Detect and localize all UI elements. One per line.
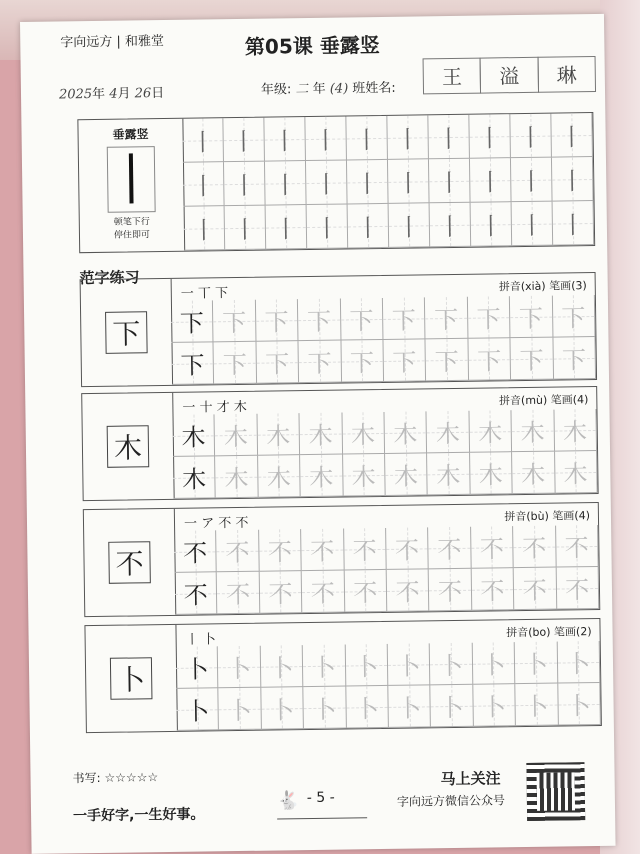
- trace-cell[interactable]: [425, 297, 468, 340]
- trace-cell[interactable]: [471, 526, 514, 569]
- stroke-cell[interactable]: [428, 115, 470, 160]
- practice-char: 木: [223, 422, 249, 452]
- pinyin-strokes: 拼音(bo) 笔画(2): [506, 625, 592, 640]
- practice-char: 下: [477, 347, 502, 376]
- practice-char: 下: [349, 307, 374, 336]
- practice-char: 卜: [269, 654, 294, 683]
- stroke-glyph: 丨: [478, 168, 503, 197]
- practice-char: 不: [394, 536, 420, 565]
- stroke-cell[interactable]: [225, 206, 267, 251]
- trace-cell[interactable]: [429, 569, 472, 612]
- stroke-glyph: 丨: [191, 216, 217, 245]
- stroke-cell[interactable]: [305, 116, 347, 161]
- practice-char: 下: [434, 305, 459, 335]
- practice-row: [171, 295, 596, 343]
- practice-char: 下: [476, 305, 501, 334]
- example-cell[interactable]: [176, 688, 219, 731]
- practice-char: 木: [393, 420, 418, 449]
- practice-char: 下: [434, 347, 460, 377]
- trace-cell[interactable]: [215, 414, 258, 457]
- practice-char: 不: [310, 579, 336, 608]
- practice-char: 卜: [438, 651, 464, 681]
- practice-row: [173, 409, 598, 457]
- trace-cell[interactable]: [386, 527, 429, 570]
- stroke-glyph: 丨: [314, 214, 340, 243]
- practice-char: 卜: [439, 693, 464, 723]
- stroke-cell[interactable]: [510, 114, 552, 159]
- motto: 一手好字,一生好事。: [72, 806, 205, 825]
- practice-char: 卜: [481, 693, 507, 722]
- practice-char: 不: [480, 577, 505, 606]
- practice-char: 卜: [396, 652, 421, 681]
- class-name-label: 班姓名:: [352, 80, 396, 97]
- practice-grid: [171, 295, 596, 385]
- practice-char: 卜: [185, 697, 210, 726]
- practice-char: 下: [518, 304, 544, 334]
- practice-char: 卜: [227, 696, 252, 726]
- stroke-desc-2: 停住即可: [113, 230, 151, 241]
- practice-char: 木: [351, 463, 376, 492]
- model-char-frame: [84, 509, 176, 616]
- practice-char: 不: [310, 537, 335, 566]
- practice-row: [175, 567, 600, 615]
- stroke-cell[interactable]: [469, 114, 511, 159]
- stroke-glyph: 丨: [231, 127, 256, 157]
- practice-char: 下: [222, 308, 247, 338]
- practice-char: 不: [522, 576, 547, 606]
- stroke-cell[interactable]: [389, 203, 431, 248]
- practice-char: 卜: [481, 651, 506, 680]
- stroke-practice-block: [77, 112, 595, 253]
- model-char-frame: [82, 393, 174, 500]
- trace-cell[interactable]: [342, 412, 385, 455]
- stroke-cell[interactable]: [223, 118, 265, 163]
- trace-cell[interactable]: [303, 645, 346, 688]
- practice-char: 不: [182, 539, 208, 568]
- trace-cell[interactable]: [428, 527, 471, 570]
- stroke-glyph: 丨: [273, 215, 299, 244]
- trace-cell[interactable]: [345, 644, 388, 687]
- practice-char: 下: [561, 304, 586, 333]
- trace-cell[interactable]: [431, 685, 474, 728]
- model-char: 下: [105, 311, 148, 354]
- practice-char: 木: [266, 422, 291, 451]
- stroke-cell[interactable]: [183, 162, 225, 207]
- grade-value: 二: [295, 81, 309, 98]
- trace-cell[interactable]: [259, 529, 302, 572]
- practice-grid: [176, 641, 601, 731]
- trace-cell[interactable]: [510, 296, 553, 339]
- practice-char: 下: [349, 349, 375, 378]
- practice-char: 不: [479, 535, 505, 564]
- trace-cell[interactable]: [557, 641, 600, 684]
- trace-cell[interactable]: [259, 571, 302, 614]
- trace-cell[interactable]: [214, 342, 257, 385]
- trace-cell[interactable]: [256, 341, 299, 384]
- trace-cell[interactable]: [470, 452, 513, 495]
- trace-cell[interactable]: [430, 643, 473, 686]
- stroke-grid: [182, 113, 594, 251]
- trace-cell[interactable]: [515, 642, 558, 685]
- stroke-example: [78, 119, 185, 252]
- trace-cell[interactable]: [344, 570, 387, 613]
- practice-row: [174, 525, 599, 573]
- practice-char: 下: [306, 307, 332, 337]
- stroke-cell[interactable]: [307, 204, 349, 249]
- date-month: 4: [109, 86, 118, 102]
- practice-char: 下: [222, 350, 248, 380]
- practice-char: 卜: [354, 695, 380, 724]
- trace-cell[interactable]: [555, 451, 598, 494]
- example-cell[interactable]: [174, 530, 217, 573]
- stroke-cell[interactable]: [471, 202, 513, 247]
- stroke-glyph: 丨: [559, 123, 584, 152]
- practice-row: [176, 641, 601, 689]
- character-block: [80, 272, 597, 387]
- student-name-box: [423, 56, 595, 94]
- practice-char: 卜: [312, 695, 337, 724]
- pinyin-strokes: 拼音(mù) 笔画(4): [498, 393, 589, 408]
- stroke-order: 一 丅 下: [180, 286, 229, 302]
- trace-cell[interactable]: [385, 453, 428, 496]
- practice-char: 下: [264, 308, 289, 337]
- trace-cell[interactable]: [387, 569, 430, 612]
- stroke-glyph: 丨: [314, 170, 339, 199]
- trace-cell[interactable]: [512, 452, 555, 495]
- trace-cell[interactable]: [553, 337, 596, 380]
- trace-cell[interactable]: [300, 413, 343, 456]
- trace-cell[interactable]: [299, 341, 342, 384]
- date-day: 26: [134, 86, 152, 102]
- practice-char: 木: [350, 421, 376, 450]
- stroke-glyph: 丨: [191, 172, 216, 201]
- practice-char: 不: [395, 578, 420, 607]
- trace-cell[interactable]: [261, 645, 304, 688]
- trace-cell[interactable]: [301, 529, 344, 572]
- practice-char: 木: [309, 463, 334, 493]
- stroke-cell[interactable]: [265, 161, 307, 206]
- stroke-glyph: 丨: [273, 171, 298, 200]
- character-block: [84, 618, 601, 733]
- stroke-diagram: [107, 146, 156, 213]
- practice-char: 不: [522, 534, 547, 564]
- trace-cell[interactable]: [257, 413, 300, 456]
- practice-char: 木: [562, 418, 588, 447]
- trace-cell[interactable]: [468, 338, 511, 381]
- grade-suffix: 年: [312, 81, 326, 97]
- stroke-glyph: 丨: [478, 212, 504, 241]
- trace-cell[interactable]: [514, 568, 557, 611]
- trace-cell[interactable]: [215, 456, 258, 499]
- practice-char: 木: [224, 464, 249, 494]
- practice-char: 不: [564, 576, 590, 605]
- stroke-cell[interactable]: [266, 205, 308, 250]
- name-char: 琳: [537, 56, 596, 93]
- stroke-name: 垂露竖: [112, 127, 149, 142]
- brand-logo-text: 字向远方 | 和雅堂: [60, 33, 165, 51]
- stroke-glyph: 丨: [437, 212, 463, 242]
- pinyin-strokes: 拼音(xià) 笔画(3): [498, 279, 587, 294]
- example-cell[interactable]: [175, 572, 218, 615]
- trace-cell[interactable]: [383, 297, 426, 340]
- practice-char: 不: [267, 538, 293, 567]
- stroke-grid-row: [182, 113, 593, 163]
- stroke-glyph: 丨: [232, 171, 257, 201]
- model-char-frame: [85, 625, 177, 732]
- trace-cell[interactable]: [384, 411, 427, 454]
- stroke-cell[interactable]: [470, 158, 512, 203]
- example-cell[interactable]: [176, 646, 219, 689]
- stroke-cell[interactable]: [511, 158, 553, 203]
- model-char: 木: [107, 425, 150, 468]
- practice-char: 不: [437, 577, 463, 607]
- stroke-cell[interactable]: [553, 201, 595, 246]
- practice-char: 下: [307, 349, 332, 379]
- stroke-cell[interactable]: [512, 202, 554, 247]
- trace-cell[interactable]: [261, 687, 304, 730]
- trace-cell[interactable]: [343, 454, 386, 497]
- practice-char: 不: [353, 579, 378, 608]
- practice-char: 木: [478, 419, 503, 448]
- rating-label: 书写: ☆☆☆☆☆: [72, 770, 159, 786]
- trace-cell[interactable]: [298, 299, 341, 342]
- model-char: 卜: [110, 657, 153, 700]
- practice-char: 木: [520, 460, 546, 490]
- trace-cell[interactable]: [302, 571, 345, 614]
- practice-char: 下: [519, 346, 544, 376]
- stroke-cell[interactable]: [551, 113, 593, 158]
- trace-cell[interactable]: [558, 683, 601, 726]
- practice-char: 卜: [524, 692, 549, 722]
- follow-sub: 字向远方微信公众号: [396, 793, 506, 809]
- trace-cell[interactable]: [556, 525, 599, 568]
- practice-row: [171, 337, 596, 385]
- practice-char: 卜: [354, 653, 379, 682]
- trace-cell[interactable]: [388, 685, 431, 728]
- stroke-glyph: 丨: [436, 124, 461, 154]
- stroke-glyph: 丨: [477, 124, 502, 153]
- trace-cell[interactable]: [217, 530, 260, 573]
- qr-code-icon: [526, 762, 585, 821]
- grade-class-line: [261, 77, 396, 98]
- trace-cell[interactable]: [473, 684, 516, 727]
- stroke-order: 丨 卜: [185, 632, 216, 648]
- trace-cell[interactable]: [219, 688, 262, 731]
- practice-char: 卜: [311, 653, 337, 682]
- stroke-cell[interactable]: [552, 157, 594, 202]
- practice-char: 不: [225, 580, 251, 610]
- stroke-cell[interactable]: [182, 118, 224, 163]
- practice-heading: 范字练习: [79, 268, 140, 288]
- practice-char: 下: [391, 306, 417, 335]
- stroke-glyph: 丨: [560, 167, 585, 196]
- stroke-glyph: 丨: [395, 125, 420, 154]
- stroke-glyph: 丨: [560, 211, 586, 240]
- stroke-order: 一 十 才 木: [182, 399, 247, 416]
- stroke-order: 一 ア 不 不: [183, 515, 249, 532]
- trace-cell[interactable]: [468, 296, 511, 339]
- stroke-grid-row: [183, 157, 594, 207]
- stroke-glyph: 丨: [272, 127, 297, 156]
- date-month-suffix: 月: [117, 86, 131, 102]
- stroke-cell[interactable]: [184, 206, 226, 251]
- stroke-cell[interactable]: [224, 162, 266, 207]
- pinyin-strokes: 拼音(bù) 笔画(4): [504, 509, 591, 524]
- practice-char: 卜: [397, 694, 422, 723]
- trace-cell[interactable]: [513, 526, 556, 569]
- example-cell[interactable]: [171, 342, 214, 385]
- class-value: (4): [329, 81, 349, 97]
- trace-cell[interactable]: [511, 338, 554, 381]
- trace-cell[interactable]: [344, 528, 387, 571]
- trace-cell[interactable]: [472, 642, 515, 685]
- trace-cell[interactable]: [554, 409, 597, 452]
- practice-char: 卜: [184, 655, 209, 684]
- trace-cell[interactable]: [256, 299, 299, 342]
- trace-cell[interactable]: [300, 455, 343, 498]
- stroke-glyph: 丨: [232, 215, 258, 245]
- practice-char: 下: [392, 348, 417, 377]
- practice-char: 木: [563, 460, 588, 489]
- practice-row: [176, 683, 601, 731]
- practice-char: 不: [564, 534, 589, 563]
- example-cell[interactable]: [171, 300, 214, 343]
- trace-cell[interactable]: [512, 410, 555, 453]
- stroke-cell[interactable]: [388, 159, 430, 204]
- date-day-suffix: 日: [151, 85, 165, 102]
- stroke-glyph: 丨: [519, 167, 544, 197]
- practice-char: 卜: [269, 696, 295, 725]
- stroke-cell[interactable]: [430, 203, 472, 248]
- trace-cell[interactable]: [388, 643, 431, 686]
- trace-cell[interactable]: [552, 295, 595, 338]
- practice-grid: [174, 525, 599, 615]
- stroke-desc-1: 顿笔下行: [113, 217, 150, 228]
- trace-cell[interactable]: [340, 298, 383, 341]
- lesson-title: 第05课 垂露竖: [244, 32, 380, 59]
- practice-char: 下: [179, 309, 205, 338]
- practice-char: 不: [183, 581, 208, 610]
- trace-cell[interactable]: [556, 567, 599, 610]
- stroke-glyph: 丨: [354, 126, 379, 155]
- trace-cell[interactable]: [303, 687, 346, 730]
- trace-cell[interactable]: [427, 411, 470, 454]
- practice-char: 下: [180, 351, 205, 380]
- page-number: - 5 -: [306, 789, 335, 807]
- practice-char: 卜: [226, 654, 252, 684]
- stroke-glyph: 丨: [355, 213, 381, 243]
- character-block: [83, 502, 600, 617]
- practice-char: 木: [393, 462, 419, 491]
- practice-char: 木: [266, 464, 292, 493]
- practice-char: 不: [437, 535, 462, 565]
- stroke-cell[interactable]: [387, 115, 429, 160]
- trace-cell[interactable]: [426, 339, 469, 382]
- stroke-glyph: 丨: [313, 126, 338, 155]
- practice-char: 木: [478, 461, 503, 490]
- practice-grid: [173, 409, 598, 499]
- practice-char: 木: [436, 461, 461, 491]
- date-year-suffix: 年: [92, 86, 106, 102]
- trace-cell[interactable]: [469, 410, 512, 453]
- stroke-glyph: 丨: [190, 128, 215, 157]
- name-char: 溢: [480, 57, 539, 94]
- stroke-glyph: 丨: [518, 123, 543, 153]
- practice-char: 木: [181, 465, 207, 494]
- date-line: [59, 82, 165, 102]
- worksheet-page: [20, 14, 616, 854]
- follow-label: 马上关注: [440, 769, 501, 789]
- model-char-frame: [81, 279, 173, 386]
- practice-char: 下: [561, 346, 587, 375]
- trace-cell[interactable]: [341, 340, 384, 383]
- rabbit-icon: 🐇: [277, 789, 367, 819]
- grade-label: 年级:: [260, 82, 292, 98]
- practice-char: 木: [520, 418, 545, 448]
- model-char: 不: [108, 541, 151, 584]
- date-year: 2025: [58, 87, 93, 103]
- trace-cell[interactable]: [471, 568, 514, 611]
- stroke-cell[interactable]: [348, 204, 390, 249]
- trace-cell[interactable]: [258, 455, 301, 498]
- trace-cell[interactable]: [217, 572, 260, 615]
- stroke-glyph: 丨: [519, 211, 545, 241]
- stroke-cell[interactable]: [429, 159, 471, 204]
- character-block: [81, 386, 598, 501]
- example-cell[interactable]: [173, 414, 216, 457]
- stroke-glyph: 丨: [396, 169, 421, 198]
- trace-cell[interactable]: [213, 300, 256, 343]
- trace-cell[interactable]: [218, 646, 261, 689]
- practice-char: 不: [268, 580, 293, 609]
- example-cell[interactable]: [173, 456, 216, 499]
- practice-row: [173, 451, 598, 499]
- trace-cell[interactable]: [427, 453, 470, 496]
- practice-char: 木: [181, 423, 206, 452]
- practice-char: 卜: [566, 650, 591, 679]
- stroke-cell[interactable]: [264, 117, 306, 162]
- trace-cell[interactable]: [515, 684, 558, 727]
- name-char: 王: [423, 58, 482, 95]
- practice-char: 下: [265, 350, 290, 379]
- stroke-glyph: 丨: [396, 213, 422, 242]
- stroke-grid-row: [184, 201, 595, 251]
- stroke-cell[interactable]: [306, 160, 348, 205]
- trace-cell[interactable]: [383, 339, 426, 382]
- stroke-cell[interactable]: [346, 116, 388, 161]
- practice-char: 卜: [523, 650, 549, 680]
- stroke-glyph: 丨: [355, 170, 380, 199]
- trace-cell[interactable]: [346, 686, 389, 729]
- practice-char: 不: [225, 538, 250, 568]
- practice-char: 卜: [566, 692, 592, 721]
- stroke-glyph: 丨: [437, 168, 462, 198]
- practice-char: 不: [352, 537, 377, 566]
- stroke-cell[interactable]: [347, 160, 389, 205]
- practice-char: 木: [435, 419, 461, 449]
- practice-char: 木: [308, 421, 333, 451]
